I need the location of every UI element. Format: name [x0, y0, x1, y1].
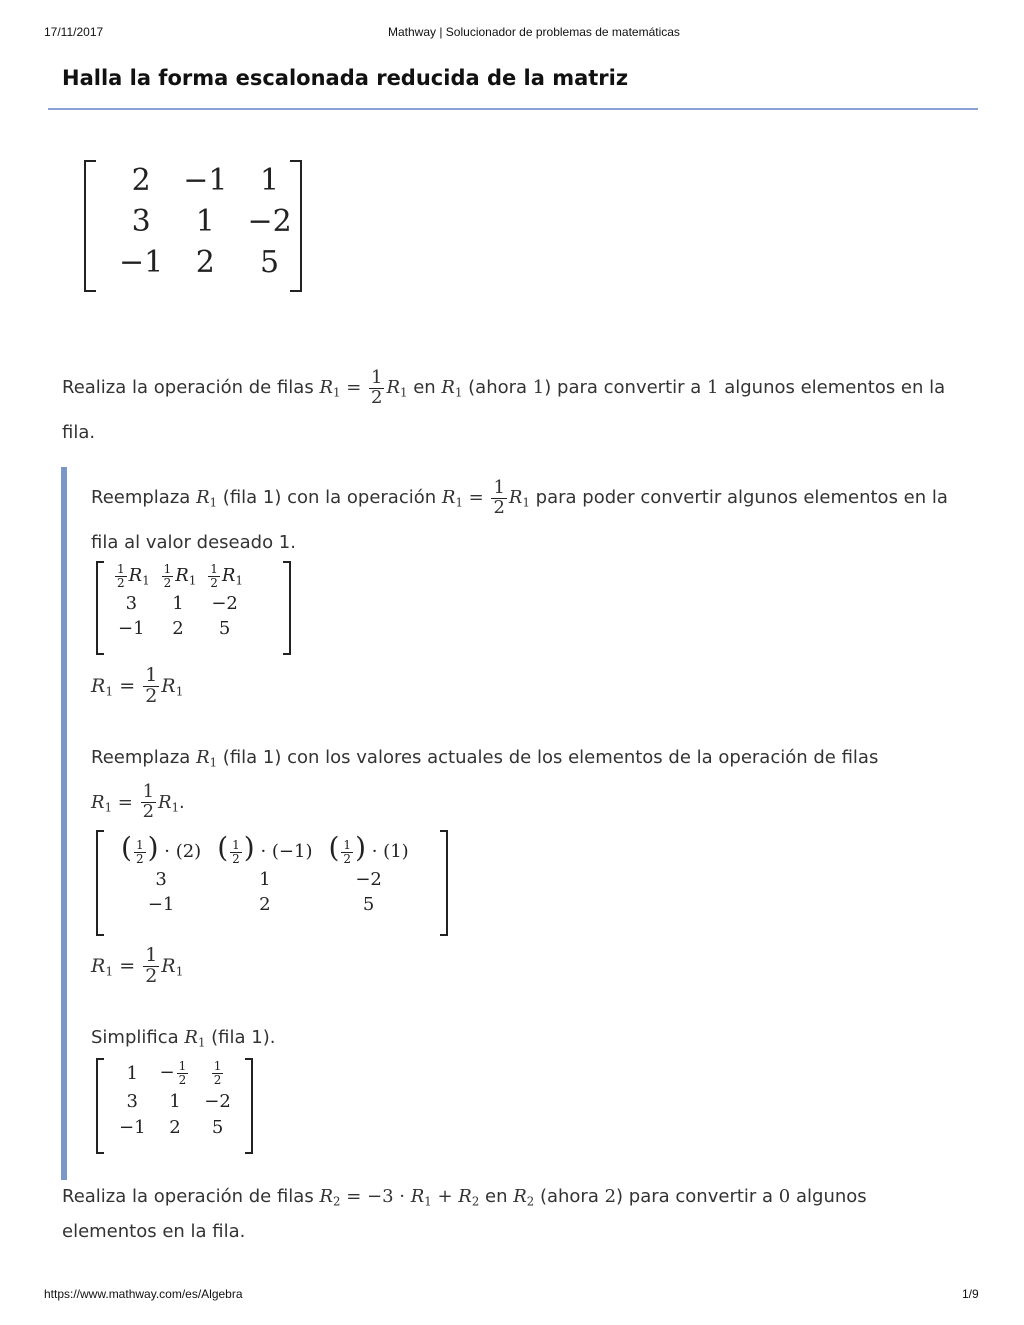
substep-2-text: Reemplaza $R_1$ (fila 1) con los valores actuales de los elementos de la operación de filas $R_1$ = $\frac{1}{2}$ $R_1$.: [91, 747, 879, 822]
substep-1-matrix: $\frac{1}{2}$ $R_1$ $\frac{1}{2}$ $R_1$ $\frac{1}{2}$ $R_1$ 3 1 −2 −1 2 5: [117, 562, 243, 640]
substep-2-matrix: ( $\frac{1}{2}$ ) · (2) ( $\frac{1}{2}$ ) · (−1) ( $\frac{1}{2}$ ) · (1) 3 1 −2 −1 2 5: [121, 831, 409, 916]
bracket-left: [84, 160, 96, 292]
bracket-right: [283, 561, 291, 655]
step-1-text: Realiza la operación de filas $R_1$ = $\frac{1}{2}$ $R_1$ en $R_1$ (ahora 1) para convertir a 1 algunos elementos en la fila.: [62, 366, 946, 443]
substep-1-equation: $R_1$ = $\frac{1}{2}$ $R_1$: [91, 664, 184, 707]
bracket-right: [440, 830, 448, 936]
bracket-right: [245, 1058, 253, 1154]
page-number: 1/9: [962, 1287, 979, 1301]
substep-1-text: Reemplaza $R_1$ (fila 1) con la operación $R_1$ = $\frac{1}{2}$ $R_1$ para poder convertir algunos elementos en la fila al valor deseado 1.: [91, 476, 948, 553]
print-date: 17/11/2017: [44, 25, 104, 39]
substep-2-equation: $R_1$ = $\frac{1}{2}$ $R_1$: [91, 944, 184, 987]
page-title: Halla la forma escalonada reducida de la matriz: [62, 66, 629, 90]
print-url: https://www.mathway.com/es/Algebra: [44, 1287, 243, 1301]
substeps-bar: [61, 467, 67, 1180]
bracket-left: [96, 830, 104, 936]
input-matrix: 2 −1 1 3 1 −2 −1 2 5: [119, 163, 292, 280]
print-title: Mathway | Solucionador de problemas de matemáticas: [388, 25, 680, 39]
bracket-left: [96, 1058, 104, 1154]
substep-3-text: Simplifica $R_1$ (fila 1).: [91, 1027, 276, 1050]
substep-3-matrix: 1 − $\frac{1}{2}$ $\frac{1}{2}$ 3 1 −2 −1 2 5: [119, 1059, 231, 1139]
bracket-left: [96, 561, 104, 655]
title-divider: [48, 108, 978, 110]
step-2-text: Realiza la operación de filas $R_2 = -3 \cdot R_1 + R_2$ en $R_2$ (ahora 2) para convertir a 0 algunos elementos en la fila.: [62, 1186, 867, 1242]
